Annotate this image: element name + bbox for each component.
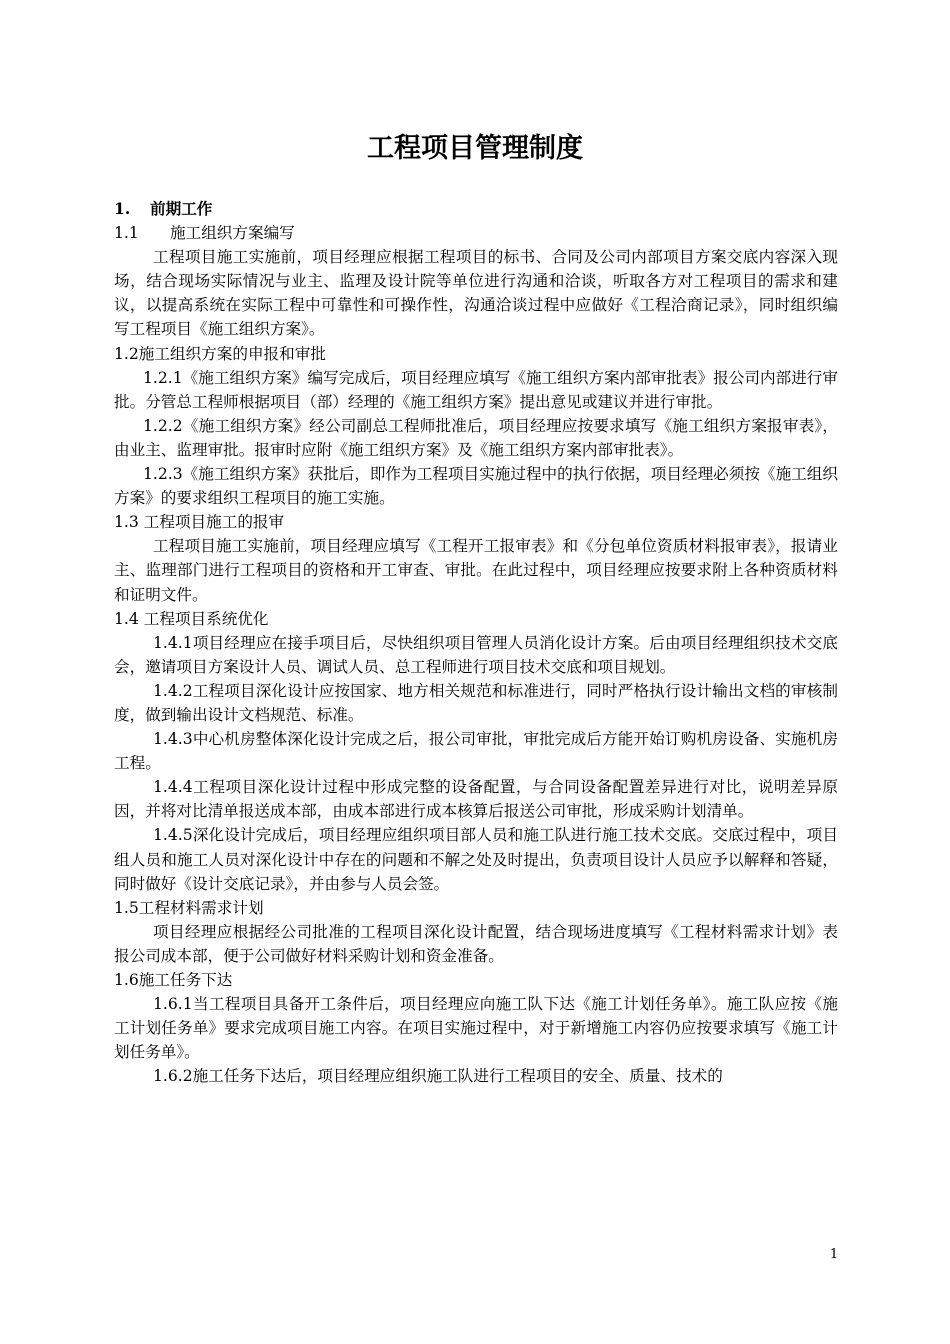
section-1-4-5-paragraph: 1.4.5深化设计完成后，项目经理应组织项目部人员和施工队进行施工技术交底。交底过程中，项目组人员和施工人员对深化设计中存在的问题和不解之处及时提出，负责项目设计人员应予以解释和答疑，同时做好《设计交底记录》，并由参与人员会签。 bbox=[114, 826, 838, 893]
document-body bbox=[114, 197, 838, 1088]
section-1-3-paragraph: 工程项目施工实施前，项目经理应填写《工程开工报审表》和《分包单位资质材料报审表》，报请业主、监理部门进行工程项目的资格和开工审查、审批。在此过程中，项目经理应按要求附上各种资质材料和证明文件。 bbox=[114, 537, 838, 604]
section-1-6-1-paragraph: 1.6.1当工程项目具备开工条件后，项目经理应向施工队下达《施工计划任务单》。施工队应按《施工计划任务单》要求完成项目施工内容。在项目实施过程中，对于新增施工内容仍应按要求填写《施工计划任务单》。 bbox=[114, 995, 838, 1062]
section-1-2-2-paragraph: 1.2.2《施工组织方案》经公司副总工程师批准后，项目经理应按要求填写《施工组织方案报审表》，由业主、监理审批。报审时应附《施工组织方案》及《施工组织方案内部审批表》。 bbox=[114, 416, 838, 459]
section-1-4-4-paragraph: 1.4.4工程项目深化设计过程中形成完整的设备配置，与合同设备配置差异进行对比，说明差异原因，并将对比清单报送成本部，由成本部进行成本核算后报送公司审批，形成采购计划清单。 bbox=[114, 778, 838, 821]
section-1-5-heading: 1.5工程材料需求计划 bbox=[114, 898, 264, 917]
section-1-2-1-paragraph: 1.2.1《施工组织方案》编写完成后，项目经理应填写《施工组织方案内部审批表》报公司内部进行审批。分管总工程师根据项目（部）经理的《施工组织方案》提出意见或建议并进行审批。 bbox=[114, 368, 838, 411]
section-1-1-number: 1.1 bbox=[114, 224, 139, 243]
section-1-1-heading bbox=[114, 221, 838, 245]
section-1-2-3-paragraph: 1.2.3《施工组织方案》获批后，即作为工程项目实施过程中的执行依据，项目经理必须按《施工组织方案》的要求组织工程项目的施工实施。 bbox=[114, 465, 838, 508]
section-1-1-paragraph: 工程项目施工实施前，项目经理应根据工程项目的标书、合同及公司内部项目方案交底内容深入现场，结合现场实际情况与业主、监理及设计院等单位进行沟通和洽谈，听取各方对工程项目的需求和建议，以提高系统在实际工程中可靠性和可操作性，沟通洽谈过程中应做好《工程洽商记录》，同时组织编写工程项目《施工组织方案》。 bbox=[114, 248, 838, 339]
section-1-number: 1. bbox=[114, 199, 131, 218]
section-1-6-heading: 1.6施工任务下达 bbox=[114, 971, 233, 989]
section-1-title: 前期工作 bbox=[150, 199, 213, 218]
section-1-5-paragraph: 项目经理应根据经公司批准的工程项目深化设计配置，结合现场进度填写《工程材料需求计划》表报公司成本部，便于公司做好材料采购计划和资金准备。 bbox=[114, 922, 838, 965]
section-1-3-heading: 1.3 工程项目施工的报审 bbox=[114, 513, 285, 532]
section-1-6-2-paragraph: 1.6.2施工任务下达后，项目经理应组织施工队进行工程项目的安全、质量、技术的 bbox=[153, 1067, 723, 1086]
section-1-4-2-paragraph: 1.4.2工程项目深化设计应按国家、地方相关规范和标准进行，同时严格执行设计输出文档的审核制度，做到输出设计文档规范、标准。 bbox=[114, 681, 838, 724]
section-1-2-heading: 1.2施工组织方案的申报和审批 bbox=[114, 344, 326, 363]
section-1-heading bbox=[114, 197, 838, 221]
section-1-4-heading: 1.4 工程项目系统优化 bbox=[114, 609, 269, 628]
section-1-4-1-paragraph: 1.4.1项目经理应在接手项目后，尽快组织项目管理人员消化设计方案。后由项目经理组织技术交底会，邀请项目方案设计人员、调试人员、总工程师进行项目技术交底和项目规划。 bbox=[114, 633, 838, 676]
document-title: 工程项目管理制度 bbox=[367, 133, 583, 164]
page-number: 1 bbox=[829, 1247, 839, 1262]
section-1-1-title: 施工组织方案编写 bbox=[170, 224, 295, 243]
section-1-4-3-paragraph: 1.4.3中心机房整体深化设计完成之后，报公司审批，审批完成后方能开始订购机房设备、实施机房工程。 bbox=[114, 730, 838, 773]
